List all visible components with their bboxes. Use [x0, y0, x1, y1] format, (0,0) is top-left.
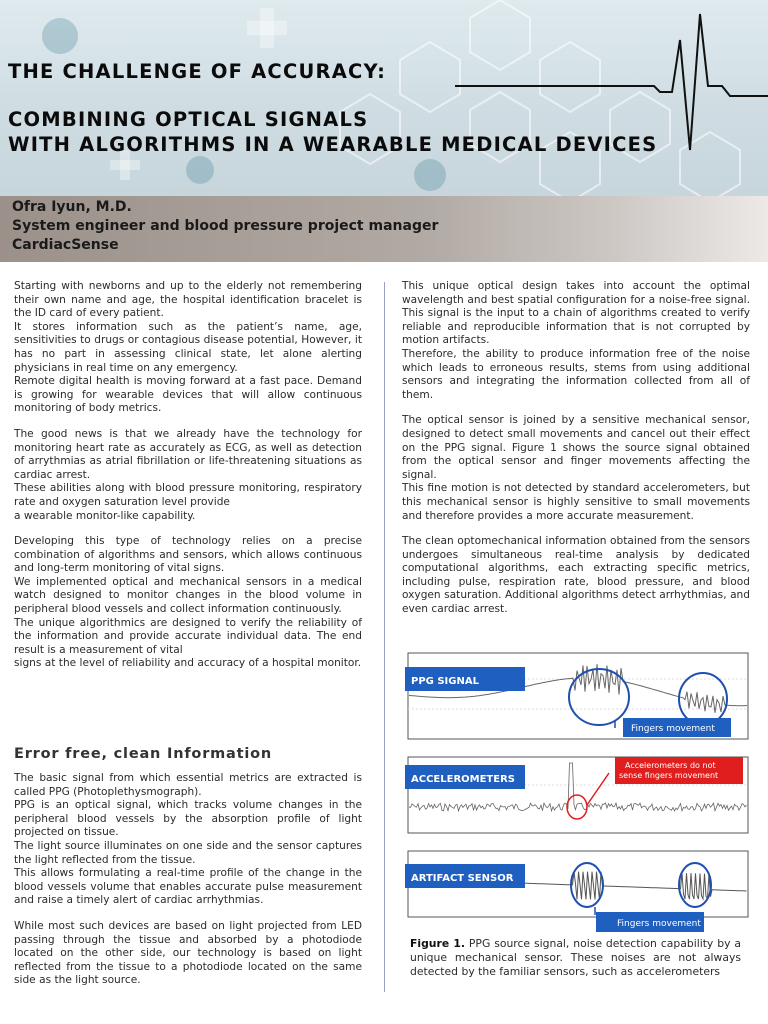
svg-text:Accelerometers do not se: Accelerometers do not sense fingers movement — [619, 761, 719, 780]
caption-text: PPG source signal, noise detection capability by a unique mechanical sensor. These noises are not always detected by the familiar sensors, such as accelerometers — [410, 937, 741, 978]
callout-label: Fingers movement — [617, 919, 701, 929]
figure-caption — [410, 937, 741, 979]
header-banner — [0, 0, 768, 196]
column-divider — [384, 282, 385, 992]
paragraph: The optical sensor is joined by a sensitive mechanical sensor, designed to detect small movements and cancel out their effect on the PPG signal. Figure 1 shows the source signal obtained from the optical sensor and finger movements affecting the signal. — [402, 414, 750, 481]
medical-background-graphic — [0, 0, 768, 196]
caption-prefix: Figure 1. — [410, 937, 465, 950]
paragraph: PPG is an optical signal, which tracks volume changes in the peripheral blood vessels by the absorption profile of light projected on tissue. — [14, 799, 362, 839]
paragraph: The unique algorithmics are designed to verify the reliability of the information and provide accurate individual data. The end result is a measurement of vital — [14, 616, 362, 656]
heartbeat-line-icon — [455, 14, 768, 150]
callout-label: Fingers movement — [631, 724, 715, 734]
author-role: System engineer and blood pressure project manager — [12, 218, 439, 234]
title-line-2: COMBINING OPTICAL SIGNALS — [8, 108, 369, 131]
paragraph: These abilities along with blood pressure monitoring, respiratory rate and oxygen saturation level provide — [14, 482, 362, 508]
panel-label: PPG SIGNAL — [411, 676, 479, 687]
paragraph: The light source illuminates on one side and the sensor captures the light reflected from the tissue. — [14, 839, 362, 866]
figure-panel-ppg — [405, 651, 751, 743]
paragraph: Therefore, the ability to produce information free of the noise which leads to erroneous results, stems from using additional sensors and integrating the information collected from all of them. — [402, 347, 750, 401]
title-line-3: WITH ALGORITHMS IN A WEARABLE MEDICAL DEVICES — [8, 133, 658, 156]
title-line-1: THE CHALLENGE OF ACCURACY: — [8, 60, 387, 83]
right-column — [402, 280, 750, 617]
paragraph: Starting with newborns and up to the elderly not remembering their own name and age, the hospital identification bracelet is the ID card of every patient. — [14, 280, 362, 320]
paragraph: signs at the level of reliability and accuracy of a hospital monitor. — [14, 657, 362, 670]
callout-label: Accelerometers do not — [625, 761, 716, 770]
author-company: CardiacSense — [12, 237, 119, 253]
section-heading: Error free, clean Information — [14, 746, 273, 762]
paragraph: Remote digital health is moving forward at a fast pace. Demand is growing for wearable devices that will allow continuous monitoring of body metrics. — [14, 375, 362, 415]
paragraph: The good news is that we already have the technology for monitoring heart rate as accurately as ECG, as well as detection of arrythmias as atrial fibrillation or life-threatening situations as cardiac arrest. — [14, 427, 362, 481]
paragraph: a wearable monitor-like capability. — [14, 509, 196, 522]
panel-label: ARTIFACT SENSOR — [411, 873, 514, 884]
paragraph: It stores information such as the patient’s name, age, sensitivities to drugs or contagious disease potential, However, it has no part in assessing clinical state, let alone alerting physicians in real time on any emergency. — [14, 320, 362, 374]
paragraph: This unique optical design takes into account the optimal wavelength and best spatial configuration for a noise-free signal. This signal is the input to a chain of algorithms created to verify reliable and reproducible information that is not corrupted by motion artifacts. — [402, 280, 750, 347]
paragraph: This fine motion is not detected by standard accelerometers, but this mechanical sensor is highly sensitive to small movements and therefore provides a more accurate measurement. — [402, 482, 750, 522]
author-name: Ofra Iyun, M.D. — [12, 199, 132, 215]
paragraph: We implemented optical and mechanical sensors in a medical watch designed to monitor changes in the blood volume in peripheral blood vessels and collect information continuously. — [14, 575, 362, 616]
paragraph: While most such devices are based on light projected from LED passing through the tissue and absorbed by a photodiode located on the other side, our technology is based on light reflected from the tissue to a photodiode located on the same side as the light source. — [14, 919, 362, 987]
paragraph: The clean optomechanical information obtained from the sensors undergoes simultaneous real-time analysis by dedicated computational algorithms, each extracting specific metrics, including pulse, respiration rate, blood pressure, and blood oxygen saturation. Additional algorithms detect arrhythmias, and even cardiac arrest. — [402, 535, 750, 616]
section-body — [14, 772, 362, 988]
figure-panel-accelerometers — [405, 755, 751, 835]
figure-panel-artifact-sensor — [405, 849, 751, 935]
panel-label: ACCELEROMETERS — [411, 774, 515, 785]
author-band — [0, 196, 768, 262]
left-column — [14, 280, 362, 671]
paragraph: The basic signal from which essential metrics are extracted is called PPG (Photoplethysmograph). — [14, 772, 362, 798]
paragraph: This allows formulating a real-time profile of the change in the blood vessels volume that enables accurate pulse measurement and raise a timely alert of cardiac arrhythmias. — [14, 867, 362, 907]
paragraph: Developing this type of technology relies on a precise combination of algorithms and sensors, which allows continuous and long-term monitoring of vital signs. — [14, 535, 362, 575]
